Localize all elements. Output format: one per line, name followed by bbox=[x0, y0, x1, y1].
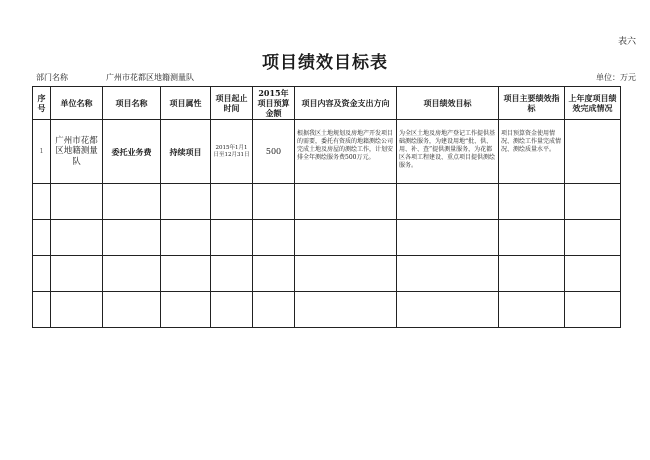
empty-cell bbox=[397, 220, 499, 256]
empty-cell bbox=[103, 256, 161, 292]
empty-cell bbox=[253, 256, 295, 292]
cell-budget: 500 bbox=[253, 120, 295, 184]
table-row bbox=[33, 120, 621, 184]
empty-cell bbox=[33, 256, 51, 292]
col-header-attribute: 项目属性 bbox=[161, 87, 211, 120]
empty-cell bbox=[295, 184, 397, 220]
meta-row bbox=[36, 72, 636, 86]
header-row bbox=[33, 87, 621, 120]
empty-cell bbox=[161, 256, 211, 292]
empty-cell bbox=[161, 292, 211, 328]
col-header-budget: 2015年项目预算金额 bbox=[253, 87, 295, 120]
dept-value: 广州市花都区地籍测量队 bbox=[106, 73, 194, 82]
empty-cell bbox=[295, 292, 397, 328]
empty-cell bbox=[51, 184, 103, 220]
empty-cell bbox=[565, 184, 621, 220]
empty-cell bbox=[211, 292, 253, 328]
col-header-project: 项目名称 bbox=[103, 87, 161, 120]
empty-cell bbox=[33, 184, 51, 220]
performance-table bbox=[32, 86, 621, 328]
empty-cell bbox=[397, 256, 499, 292]
empty-cell bbox=[211, 184, 253, 220]
empty-cell bbox=[565, 256, 621, 292]
page-title: 项目绩效目标表 bbox=[262, 53, 388, 73]
empty-cell bbox=[253, 220, 295, 256]
empty-row bbox=[33, 184, 621, 220]
cell-project: 委托业务费 bbox=[103, 120, 161, 184]
empty-cell bbox=[397, 184, 499, 220]
col-header-content: 项目内容及资金支出方向 bbox=[295, 87, 397, 120]
empty-cell bbox=[499, 184, 565, 220]
col-header-seq: 序号 bbox=[33, 87, 51, 120]
empty-cell bbox=[161, 184, 211, 220]
empty-cell bbox=[33, 292, 51, 328]
empty-cell bbox=[565, 292, 621, 328]
empty-cell bbox=[211, 256, 253, 292]
col-header-unit: 单位名称 bbox=[51, 87, 103, 120]
cell-period: 2015年1月1日至12月31日 bbox=[211, 120, 253, 184]
empty-row bbox=[33, 256, 621, 292]
empty-cell bbox=[51, 220, 103, 256]
empty-cell bbox=[253, 184, 295, 220]
empty-cell bbox=[499, 256, 565, 292]
unit-label: 单位：万元 bbox=[596, 73, 636, 82]
empty-row bbox=[33, 220, 621, 256]
cell-content: 根据我区土地规划及房地产开发项目的需要，委托有资质的地籍测绘公司完成土地及房屋的测绘工作，计划安排全年测绘服务费500万元。 bbox=[295, 120, 397, 184]
col-header-goal: 项目绩效目标 bbox=[397, 87, 499, 120]
empty-cell bbox=[295, 220, 397, 256]
empty-cell bbox=[295, 256, 397, 292]
empty-cell bbox=[51, 256, 103, 292]
empty-cell bbox=[565, 220, 621, 256]
empty-cell bbox=[51, 292, 103, 328]
col-header-period: 项目起止时间 bbox=[211, 87, 253, 120]
cell-unit: 广州市花都区地籍测量队 bbox=[51, 120, 103, 184]
empty-cell bbox=[33, 220, 51, 256]
empty-row bbox=[33, 292, 621, 328]
col-header-last-year: 上年度项目绩效完成情况 bbox=[565, 87, 621, 120]
empty-cell bbox=[211, 220, 253, 256]
empty-cell bbox=[253, 292, 295, 328]
table-number: 表六 bbox=[617, 37, 636, 47]
col-header-indicator: 项目主要绩效指标 bbox=[499, 87, 565, 120]
empty-cell bbox=[499, 220, 565, 256]
empty-cell bbox=[397, 292, 499, 328]
cell-seq: 1 bbox=[33, 120, 51, 184]
cell-attribute: 持续项目 bbox=[161, 120, 211, 184]
empty-cell bbox=[103, 220, 161, 256]
empty-cell bbox=[161, 220, 211, 256]
dept-label: 部门名称 bbox=[36, 73, 68, 82]
cell-last-year bbox=[565, 120, 621, 184]
cell-indicator: 项目预算资金使用情况、测绘工作量完成情况、测绘质量水平。 bbox=[499, 120, 565, 184]
empty-cell bbox=[103, 292, 161, 328]
empty-cell bbox=[499, 292, 565, 328]
cell-goal: 为全区土地及房地产登记工作提供基础测绘服务，为建设用地“批、供、用、补、查”提供测量服务，为花都区各项工程建设、重点项目提供测绘服务。 bbox=[397, 120, 499, 184]
empty-cell bbox=[103, 184, 161, 220]
